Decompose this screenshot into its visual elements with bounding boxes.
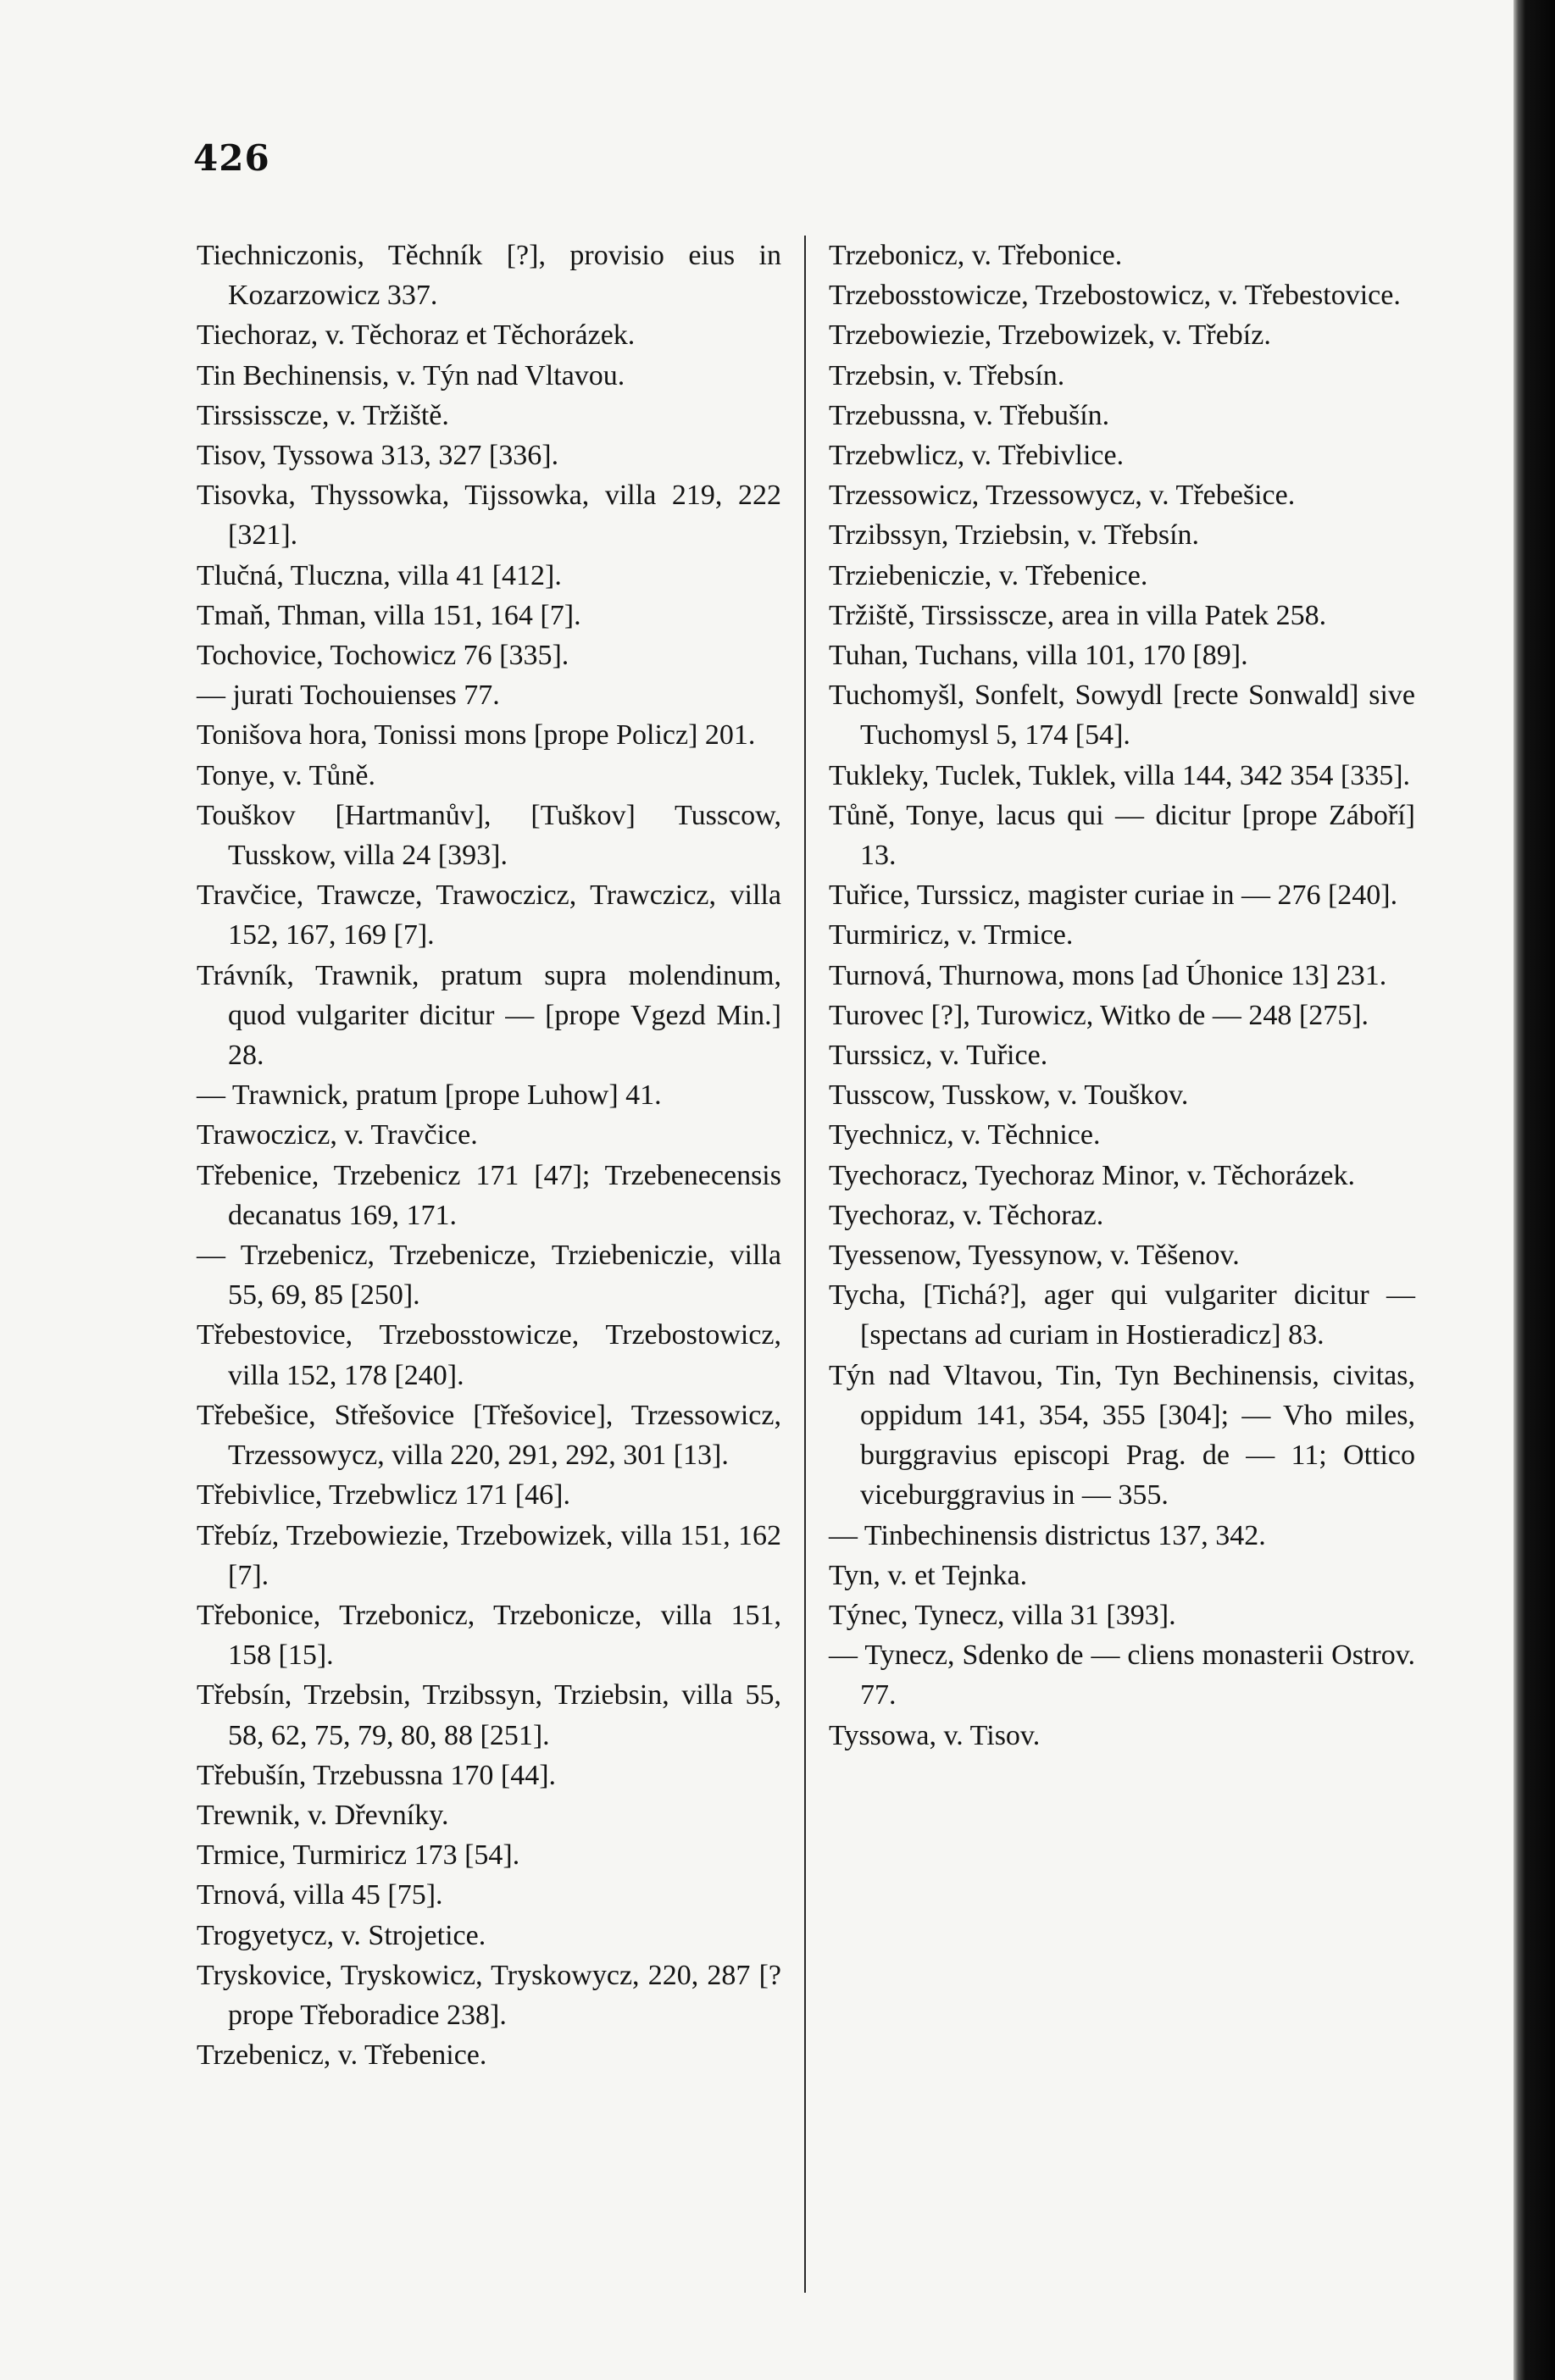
- index-entry: — Tynecz, Sdenko de — cliens monasterii Ostrov. 77.: [829, 1639, 1415, 1711]
- index-entry: Třebonice, Trzebonicz, Trzebonicze, villa 151, 158 [15].: [197, 1599, 781, 1672]
- index-entry: Tyechnicz, v. Těchnice.: [829, 1119, 1101, 1151]
- index-entry: Trzebowiezie, Trzebowizek, v. Třebíz.: [829, 319, 1271, 352]
- index-entry: Trzebussna, v. Třebušín.: [829, 399, 1110, 431]
- index-entry: Třebušín, Trzebussna 170 [44].: [197, 1759, 557, 1791]
- index-entry: Tiechniczonis, Těchník [?], provisio eius in Kozarzowicz 337.: [197, 240, 781, 312]
- index-entry: Třebenice, Trzebenicz 171 [47]; Trzebenecensis decanatus 169, 171.: [197, 1159, 781, 1231]
- index-entry: Tuřice, Turssicz, magister curiae in — 276 [240].: [829, 879, 1398, 912]
- index-entry: Tukleky, Tuclek, Tuklek, villa 144, 342 354 [335].: [829, 759, 1411, 791]
- index-entry: Tržiště, Tirssisscze, area in villa Patek 258.: [829, 599, 1327, 631]
- index-entry: Třebsín, Trzebsin, Trzibssyn, Trziebsin, villa 55, 58, 62, 75, 79, 80, 88 [251].: [197, 1679, 781, 1751]
- index-entry: Tuchomyšl, Sonfelt, Sowydl [recte Sonwald] sive Tuchomysl 5, 174 [54].: [829, 680, 1415, 752]
- index-entry: Tusscow, Tusskow, v. Touškov.: [829, 1079, 1189, 1112]
- index-entry: Trzebenicz, v. Třebenice.: [197, 2039, 487, 2072]
- index-entry: Tiechoraz, v. Těchoraz et Těchorázek.: [197, 319, 636, 352]
- index-entry: Trávník, Trawnik, pratum supra molendinum, quod vulgariter dicitur — [prope Vgezd Min.] 28.: [197, 959, 781, 1072]
- index-entry: Třebivlice, Trzebwlicz 171 [46].: [197, 1479, 570, 1512]
- index-entry: Trziebeniczie, v. Třebenice.: [829, 559, 1148, 591]
- index-entry: Tonye, v. Tůně.: [197, 759, 376, 791]
- index-entry: Turssicz, v. Tuřice.: [829, 1040, 1048, 1072]
- index-entry: Tonišova hora, Tonissi mons [prope Policz] 201.: [197, 719, 756, 752]
- index-entry: Tlučná, Tluczna, villa 41 [412].: [197, 559, 562, 591]
- index-entry: Tyechoracz, Tyechoraz Minor, v. Těchorázek.: [829, 1159, 1355, 1191]
- index-entry: Trzebonicz, v. Třebonice.: [829, 240, 1123, 271]
- index-entry: Třebešice, Střešovice [Třešovice], Trzessowicz, Trzessowycz, villa 220, 291, 292, 301 [13].: [197, 1399, 781, 1472]
- index-entry: Třebestovice, Trzebosstowicze, Trzebostowicz, villa 152, 178 [240].: [197, 1319, 781, 1391]
- right-column: [829, 236, 1415, 1756]
- index-entry: Trzibssyn, Trziebsin, v. Třebsín.: [829, 519, 1200, 552]
- index-entry: Tisovka, Thyssowka, Tijssowka, villa 219, 222 [321].: [197, 480, 781, 552]
- index-entry: Tin Bechinensis, v. Týn nad Vltavou.: [197, 359, 625, 391]
- index-entry: Tisov, Tyssowa 313, 327 [336].: [197, 440, 559, 472]
- index-entry: Tyn, v. et Tejnka.: [829, 1559, 1028, 1591]
- index-entry: — jurati Tochouienses 77.: [197, 680, 500, 712]
- index-entry: Trogyetycz, v. Strojetice.: [197, 1919, 486, 1951]
- index-entry: Trzebwlicz, v. Třebivlice.: [829, 440, 1125, 472]
- index-entry: Trnová, villa 45 [75].: [197, 1879, 443, 1911]
- index-entry: Tirssisscze, v. Tržiště.: [197, 399, 449, 431]
- index-entry: Touškov [Hartmanův], [Tuškov] Tusscow, Tusskow, villa 24 [393].: [197, 799, 781, 872]
- index-entry: Tůně, Tonye, lacus qui — dicitur [prope Záboří] 13.: [829, 799, 1415, 872]
- index-entry: Týnec, Tynecz, villa 31 [393].: [829, 1599, 1176, 1631]
- index-entry: Trzebsin, v. Třebsín.: [829, 359, 1065, 391]
- index-entry: Tycha, [Tichá?], ager qui vulgariter dicitur — [spectans ad curiam in Hostieradicz] 83.: [829, 1279, 1415, 1351]
- index-entry: Tmaň, Thman, villa 151, 164 [7].: [197, 599, 581, 631]
- index-entry: — Trzebenicz, Trzebenicze, Trziebeniczie, villa 55, 69, 85 [250].: [197, 1240, 781, 1312]
- index-entry: Týn nad Vltavou, Tin, Tyn Bechinensis, civitas, oppidum 141, 354, 355 [304]; — Vho miles, burggravius episcopi Prag. de — 11; Ottico viceburggravius in — 355.: [829, 1359, 1415, 1512]
- page-number: 426: [193, 137, 270, 179]
- index-entry: Tyssowa, v. Tisov.: [829, 1719, 1041, 1751]
- index-entry: Travčice, Trawcze, Trawoczicz, Trawczicz, villa 152, 167, 169 [7].: [197, 879, 781, 951]
- column-divider: [804, 236, 806, 2293]
- index-entry: Turnová, Thurnowa, mons [ad Úhonice 13] 231.: [829, 959, 1387, 991]
- left-column: [197, 236, 781, 2075]
- index-entry: Tochovice, Tochowicz 76 [335].: [197, 640, 569, 672]
- index-entry: Trzebosstowicze, Trzebostowicz, v. Třebestovice.: [829, 280, 1401, 312]
- index-entry: — Tinbechinensis districtus 137, 342.: [829, 1519, 1266, 1551]
- index-entry: Trzessowicz, Trzessowycz, v. Třebešice.: [829, 480, 1296, 512]
- index-entry: Třebíz, Trzebowiezie, Trzebowizek, villa 151, 162 [7].: [197, 1519, 781, 1591]
- index-entry: Turovec [?], Turowicz, Witko de — 248 [275].: [829, 999, 1369, 1031]
- index-entry: Tuhan, Tuchans, villa 101, 170 [89].: [829, 640, 1248, 672]
- index-entry: Turmiricz, v. Trmice.: [829, 919, 1074, 951]
- index-entry: Tyechoraz, v. Těchoraz.: [829, 1199, 1104, 1231]
- index-entry: Trmice, Turmiricz 173 [54].: [197, 1839, 520, 1872]
- index-entry: Trawoczicz, v. Travčice.: [197, 1119, 478, 1151]
- index-entry: — Trawnick, pratum [prope Luhow] 41.: [197, 1079, 662, 1112]
- index-entry: Tryskovice, Tryskowicz, Tryskowycz, 220, 287 [? prope Třeboradice 238].: [197, 1959, 781, 2031]
- index-entry: Tyessenow, Tyessynow, v. Těšenov.: [829, 1240, 1240, 1272]
- scan-edge-shadow: [1513, 0, 1555, 2380]
- index-entry: Trewnik, v. Dřevníky.: [197, 1799, 449, 1831]
